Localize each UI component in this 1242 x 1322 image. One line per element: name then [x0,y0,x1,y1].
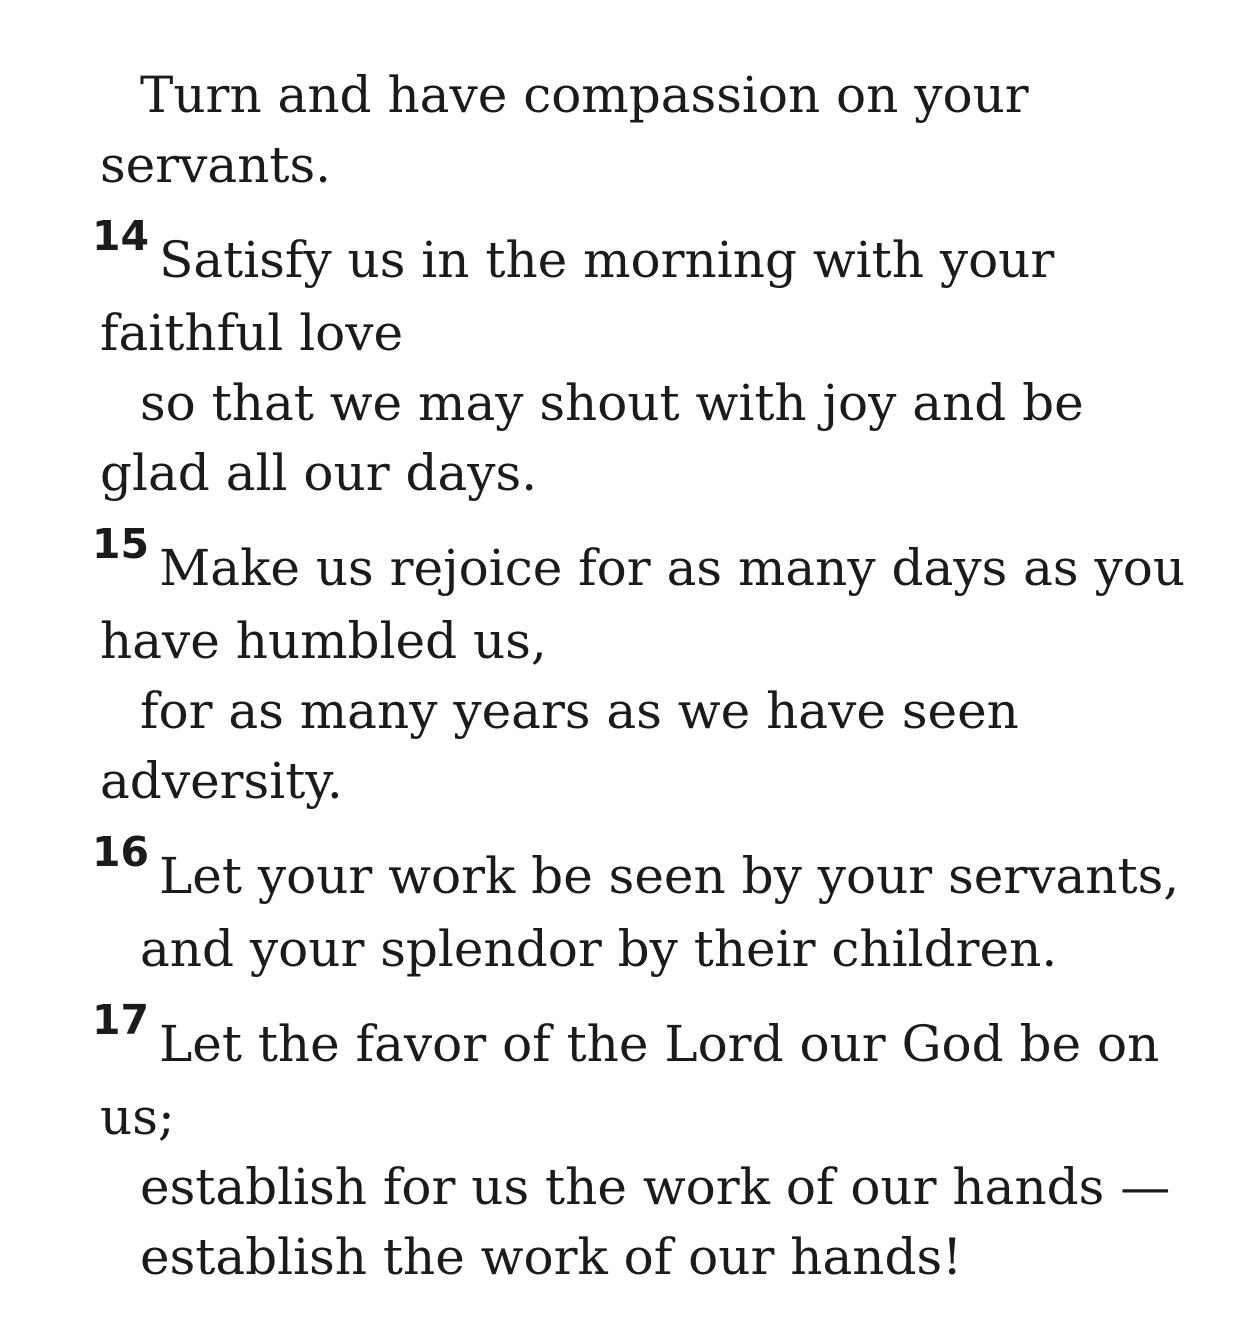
verse-text: Turn and have compassion on your [140,66,1029,124]
poetry-line [92,828,1242,914]
poetry-line [100,606,1242,676]
verse-text: servants. [100,136,332,194]
verse-text: us; [100,1088,175,1146]
verse-number: 16 [92,828,150,876]
verse-text: faithful love [100,304,404,362]
poetry-line [92,520,1242,606]
verse-text: for as many years as we have seen [140,682,1019,740]
verse-text: establish for us the work of our hands — [140,1158,1171,1216]
verse-text: adversity. [100,752,343,810]
poetry-line [140,676,1242,746]
poetry-line [100,1082,1242,1152]
poetry-line [100,298,1242,368]
verse-text: so that we may shout with joy and be [140,374,1084,432]
verse-text: establish the work of our hands! [140,1228,963,1286]
verse-number: 17 [92,996,150,1044]
poetry-line [92,996,1242,1082]
verse-number: 15 [92,520,150,568]
verse-text: Make us rejoice for as many days as you [159,539,1186,597]
poetry-line [92,212,1242,298]
verse-text: and your splendor by their children. [140,920,1058,978]
verse-text: glad all our days. [100,444,538,502]
poetry-line [100,438,1242,508]
poetry-line [140,914,1242,984]
verse-text: Let your work be seen by your servants, [159,847,1180,905]
poetry-line [140,1152,1242,1222]
verse-text: Let the favor of the Lord our God be on [159,1015,1160,1073]
poetry-line [140,1222,1242,1292]
poetry-line [140,368,1242,438]
verse-text: Satisfy us in the morning with your [159,231,1055,289]
verse-number: 14 [92,212,150,260]
poetry-line [100,130,1242,200]
poetry-line [140,60,1242,130]
poetry-line [100,746,1242,816]
verse-text: have humbled us, [100,612,547,670]
